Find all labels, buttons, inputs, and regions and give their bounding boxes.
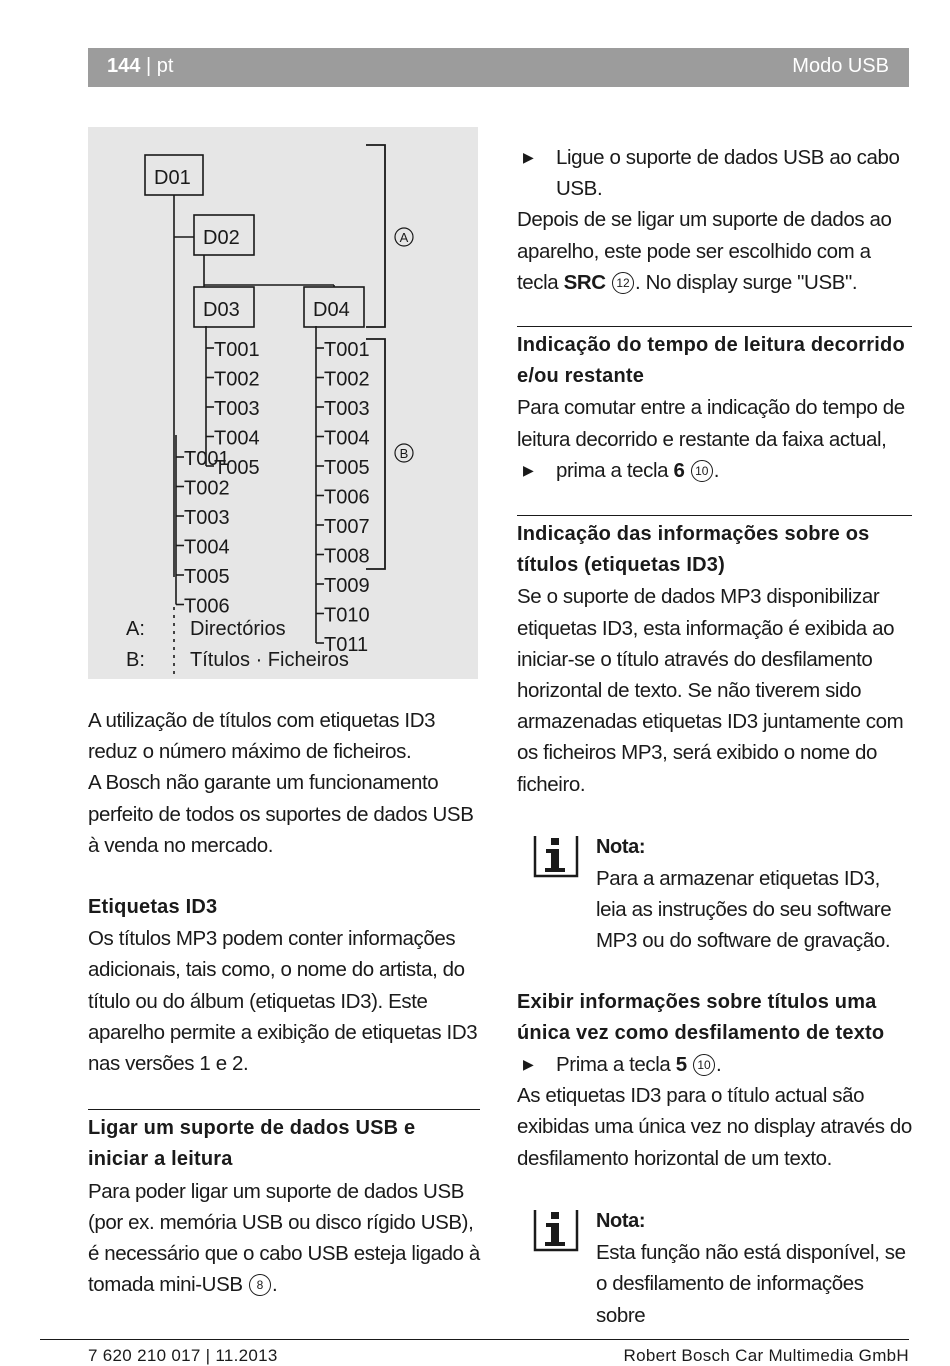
d03-track-item: T004 — [214, 427, 260, 450]
dir-d02-label: D02 — [203, 227, 240, 249]
d04-track-item: T006 — [324, 486, 370, 509]
d01-track-item: T006 — [184, 595, 230, 618]
folder-tree-svg — [88, 127, 478, 679]
legend-value: Títulos · Ficheiros — [190, 649, 349, 671]
once-heading: Exibir informações sobre títulos uma única vez como desfilamento de texto — [517, 990, 885, 1044]
id3-paragraph: Os títulos MP3 podem conter informações adicionais, tais como, o nome do artista, do título ou do álbum (etiquetas ID3). Este aparelho permite a exibição de etiquetas ID3 nas versões 1 e 2. — [88, 927, 478, 1076]
id3-heading: Etiquetas ID3 — [88, 896, 218, 919]
marker-b-label: B — [399, 446, 409, 461]
dir-d04-label: D04 — [313, 299, 350, 321]
connect-paragraph: Para poder ligar um suporte de dados USB (por ex. memória USB ou disco rígido USB), é necessário que o cabo USB esteja ligado à tomada mini-USB 8 . — [88, 1179, 480, 1297]
d03-track-item: T005 — [214, 457, 260, 479]
page-footer — [40, 1339, 909, 1365]
legend-key: A: — [126, 618, 145, 640]
d04-track-item: T002 — [324, 368, 370, 391]
d01-track-item: T001 — [184, 448, 230, 470]
right-column — [517, 142, 912, 1331]
reference-12: 12 — [612, 272, 634, 294]
section-divider — [88, 1109, 480, 1110]
left-column — [88, 705, 480, 1300]
intro-paragraph-1: A utilização de títulos com etiquetas ID3 reduz o número máximo de ficheiros. — [88, 709, 436, 764]
connect-heading: Ligar um suporte de dados USB e iniciar a leitura — [88, 1117, 416, 1171]
note-1-title: Nota: — [596, 835, 646, 858]
src-paragraph: Depois de se ligar um suporte de dados ao aparelho, este pode ser escolhido com a tecla SRC 12 . No display surge "USB". — [517, 208, 892, 294]
legend-key: B: — [126, 649, 145, 671]
d04-track-item: T005 — [324, 457, 370, 479]
d04-track-item: T008 — [324, 545, 370, 568]
d04-track-item: T010 — [324, 604, 370, 627]
dir-d03-label: D03 — [203, 299, 240, 321]
page-header — [88, 48, 909, 87]
note-box-1 — [517, 832, 912, 957]
d01-track-item: T005 — [184, 566, 230, 588]
bullet-arrow-icon: ▶ — [523, 461, 534, 478]
note-2-title: Nota: — [596, 1209, 646, 1232]
d03-track-item: T003 — [214, 398, 260, 420]
intro-paragraph-2: A Bosch não garante um funcionamento perfeito de todos os suportes de dados USB à venda no mercado. — [88, 771, 474, 857]
section-title: Modo USB — [792, 55, 889, 77]
reference-8: 8 — [249, 1274, 271, 1296]
d04-track-item: T007 — [324, 516, 370, 538]
dir-d01-label: D01 — [154, 167, 191, 189]
d01-track-item: T004 — [184, 536, 230, 559]
marker-a-label: A — [399, 230, 409, 245]
footer-company: Robert Bosch Car Multimedia GmbH — [623, 1346, 909, 1365]
reference-10: 10 — [693, 1054, 715, 1076]
note-2-text: Esta função não está disponível, se o desfilamento de informações sobre — [596, 1241, 906, 1327]
footer-doc-number: 7 620 210 017 | 11.2013 — [88, 1346, 278, 1365]
info-icon — [531, 834, 581, 878]
info-heading: Indicação das informações sobre os títulos (etiquetas ID3) — [517, 523, 870, 577]
section-divider — [517, 326, 912, 327]
note-1-text: Para a armazenar etiquetas ID3, leia as instruções do seu software MP3 ou do software de gravação. — [596, 867, 892, 953]
info-paragraph: Se o suporte de dados MP3 disponibilizar etiquetas ID3, esta informação é exibida ao iniciar-se o título através do desfilamento horizontal de texto. Se não tiverem sido armazenadas etiquetas ID3 juntamente com os ficheiros MP3, será exibido o nome do ficheiro. — [517, 585, 904, 796]
connect-bullet: ▶ Ligue o suporte de dados USB ao cabo USB. — [517, 142, 912, 204]
d01-track-item: T003 — [184, 507, 230, 529]
once-bullet: ▶ Prima a tecla 5 10 . — [517, 1049, 912, 1080]
reference-10: 10 — [691, 460, 713, 482]
bullet-arrow-icon: ▶ — [523, 149, 534, 165]
time-paragraph: Para comutar entre a indicação do tempo de leitura decorrido e restante da faixa actual, — [517, 396, 905, 451]
once-paragraph: As etiquetas ID3 para o título actual são exibidas uma única vez no display através do desfilamento horizontal de um texto. — [517, 1084, 912, 1170]
page-number-label: 144 | pt — [107, 55, 174, 77]
d03-track-item: T001 — [214, 339, 260, 361]
section-divider — [517, 515, 912, 516]
bracket-a — [366, 145, 385, 327]
d01-track-item: T002 — [184, 477, 230, 500]
time-bullet: ▶ prima a tecla 6 10 . — [517, 455, 912, 486]
folder-structure-diagram — [88, 127, 478, 679]
d04-track-item: T009 — [324, 575, 370, 597]
d04-track-item: T003 — [324, 398, 370, 420]
d04-track-item: T011 — [324, 634, 369, 656]
bullet-arrow-icon: ▶ — [523, 1056, 534, 1073]
info-icon — [531, 1208, 581, 1252]
d03-track-item: T002 — [214, 368, 260, 391]
time-heading: Indicação do tempo de leitura decorrido e/ou restante — [517, 334, 905, 388]
note-box-2 — [517, 1206, 912, 1331]
d04-track-item: T004 — [324, 427, 370, 450]
d04-track-item: T001 — [324, 339, 370, 361]
legend-value: Directórios — [190, 618, 286, 640]
